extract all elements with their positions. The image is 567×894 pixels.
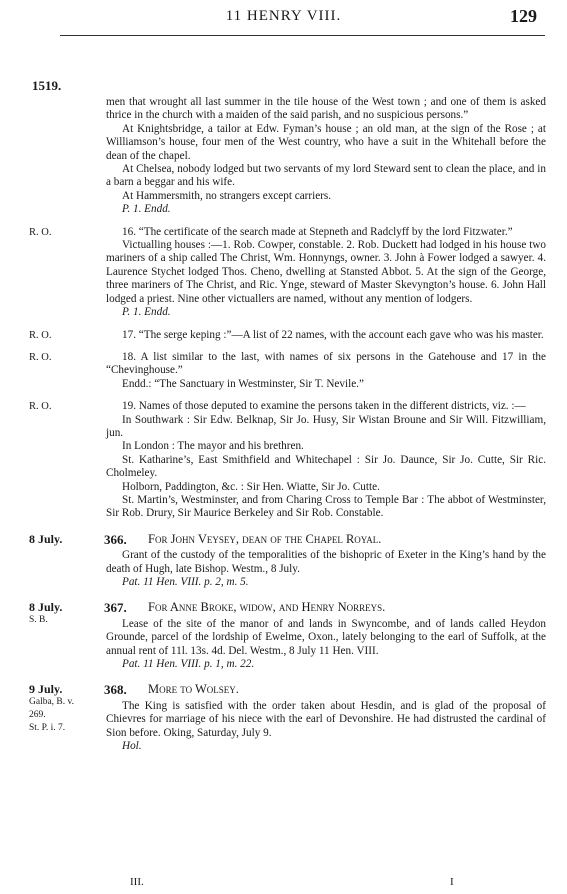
page-number: 129 [510,6,537,26]
paragraph: At Hammersmith, no strangers except carriers. [122,189,332,202]
gathering-mark: I [450,876,454,888]
entry-367 [29,600,546,671]
source-note: R. O. [29,329,52,341]
paragraph: 19. Names of those deputed to examine the persons taken in the different districts, viz. :— [122,400,526,413]
continued-entry [106,96,546,217]
paragraph: men that wrought all last summer in the tile house of the West town ; and one of them is asked thrice in the church with a maiden of the said parish, and no suspicious persons.” [106,96,546,122]
year-marker: 1519. [32,78,62,93]
paragraph: St. Martin’s, Westminster, and from Charing Cross to Temple Bar : The abbot of Westminster, Sir Rob. Drury, Sir Maurice Berkeley and Sir Rob. Constable. [106,493,546,520]
endorsement: P. 1. Endd. [122,306,171,319]
paragraph: The King is satisfied with the order taken about Hesdin, and is glad of the proposal of Chievres for marriage of his niece with the earl of Devonshire. He had distrusted the cardinal of Sion before. Oking, Saturday, July 9. [106,699,546,739]
source-note: R. O. [29,351,52,363]
header-rule [60,35,545,36]
paragraph: 16. “The certificate of the search made at Stepneth and Radclyff by the lord Fitzwater.” [122,225,513,238]
paragraph: In Southwark : Sir Edw. Belknap, Sir Jo. Husy, Sir Wistan Broune and Sir Will. Fitzwilliam, jun. [106,413,546,439]
entry-number: 368. [104,682,127,698]
source-note: R. O. [29,226,52,238]
reference: Pat. 11 Hen. VIII. p. 1, m. 22. [122,658,255,671]
reference: Hol. [122,740,142,753]
source-note: St. P. i. 7. [29,723,66,734]
entry-368 [29,682,546,753]
item-16 [29,225,546,320]
endorsement: P. 1. Endd. [122,203,171,216]
paragraph: At Chelsea, nobody lodged but two servants of my lord Steward sent to clean the place, and in a barn a beggar and his wife. [106,163,546,189]
source-note: 269. [29,710,46,721]
entry-date: 8 July. [29,531,63,546]
paragraph: 17. “The serge keping :”—A list of 22 names, with the account each gave who was his master. [122,328,544,341]
item-18 [29,350,546,391]
source-note: R. O. [29,401,52,413]
entry-date-text: 9 July. [29,682,63,697]
item-17 [29,328,546,342]
entry-heading: More to Wolsey. [148,682,239,697]
paragraph: Grant of the custody of the temporalities of the bishopric of Exeter in the King’s hand by the death of Hugh, late Bishop. Westm., 8 July. [106,549,546,575]
source-note: Galba, B. v. [29,697,75,708]
paragraph: Lease of the site of the manor of and lands in Swyncombe, and of lands called Heydon Grounde, parcel of the lordship of Ewelme, Oxon., lately belonging to the earl of Suffolk, at the annual rent of 11l. 13s. 4d. Del. Westm., 8 July 11 Hen. VIII. [106,617,546,657]
entry-366 [29,531,546,590]
entry-date-text: 8 July. [29,600,63,615]
item-19 [29,400,546,521]
entry-number: 366. [104,531,127,547]
paragraph: Holborn, Paddington, &c. : Sir Hen. Wiatte, Sir Jo. Cutte. [122,480,380,493]
entry-date [29,683,99,735]
entry-heading: For Anne Broke, widow, and Henry Norreys. [148,600,386,615]
signature-mark: III. [130,876,144,888]
paragraph: In London : The mayor and his brethren. [122,440,304,453]
paragraph: 18. A list similar to the last, with names of six persons in the Gatehouse and 17 in the “Chevinghouse.” [106,350,546,377]
entry-date [29,601,99,627]
entry-heading: For John Veysey, dean of the Chapel Royal. [148,531,382,546]
entry-number: 367. [104,600,127,616]
paragraph: St. Katharine’s, East Smithfield and Whitechapel : Sir Jo. Daunce, Sir Jo. Cutte, Sir Ric. Cholmeley. [106,453,546,480]
page-header-title: 11 HENRY VIII. [225,8,342,24]
page-body [29,96,546,753]
endorsement: Endd.: “The Sanctuary in Westminster, Sir T. Nevile.” [122,377,364,390]
paragraph: At Knightsbridge, a tailor at Edw. Fyman’s house ; an old man, at the sign of the Rose ; at Williamson’s house, four men of the West country, who have a suit in the Whitehall before the dean of the chapel. [106,122,546,162]
paragraph: Victualling houses :—1. Rob. Cowper, constable. 2. Rob. Duckett had lodged in his house two mariners of a ship called The Christ, Wm. Honnyngs, owner. 3. John à Fower lodged a sawyer. 4. Laurence Stychet lodged Thos. Cheno, dwelling at Stansted Abbot. 5. At the sign of the George, three mariners of The Christ, and Ric. Ynge, steward of Master Skevyngton’s house. 6. John Hall lodged a priest. Nine other victuallers are named, without any mention of lodgers. [106,239,546,305]
reference: Pat. 11 Hen. VIII. p. 2, m. 5. [122,576,249,588]
source-note: S. B. [29,615,48,626]
